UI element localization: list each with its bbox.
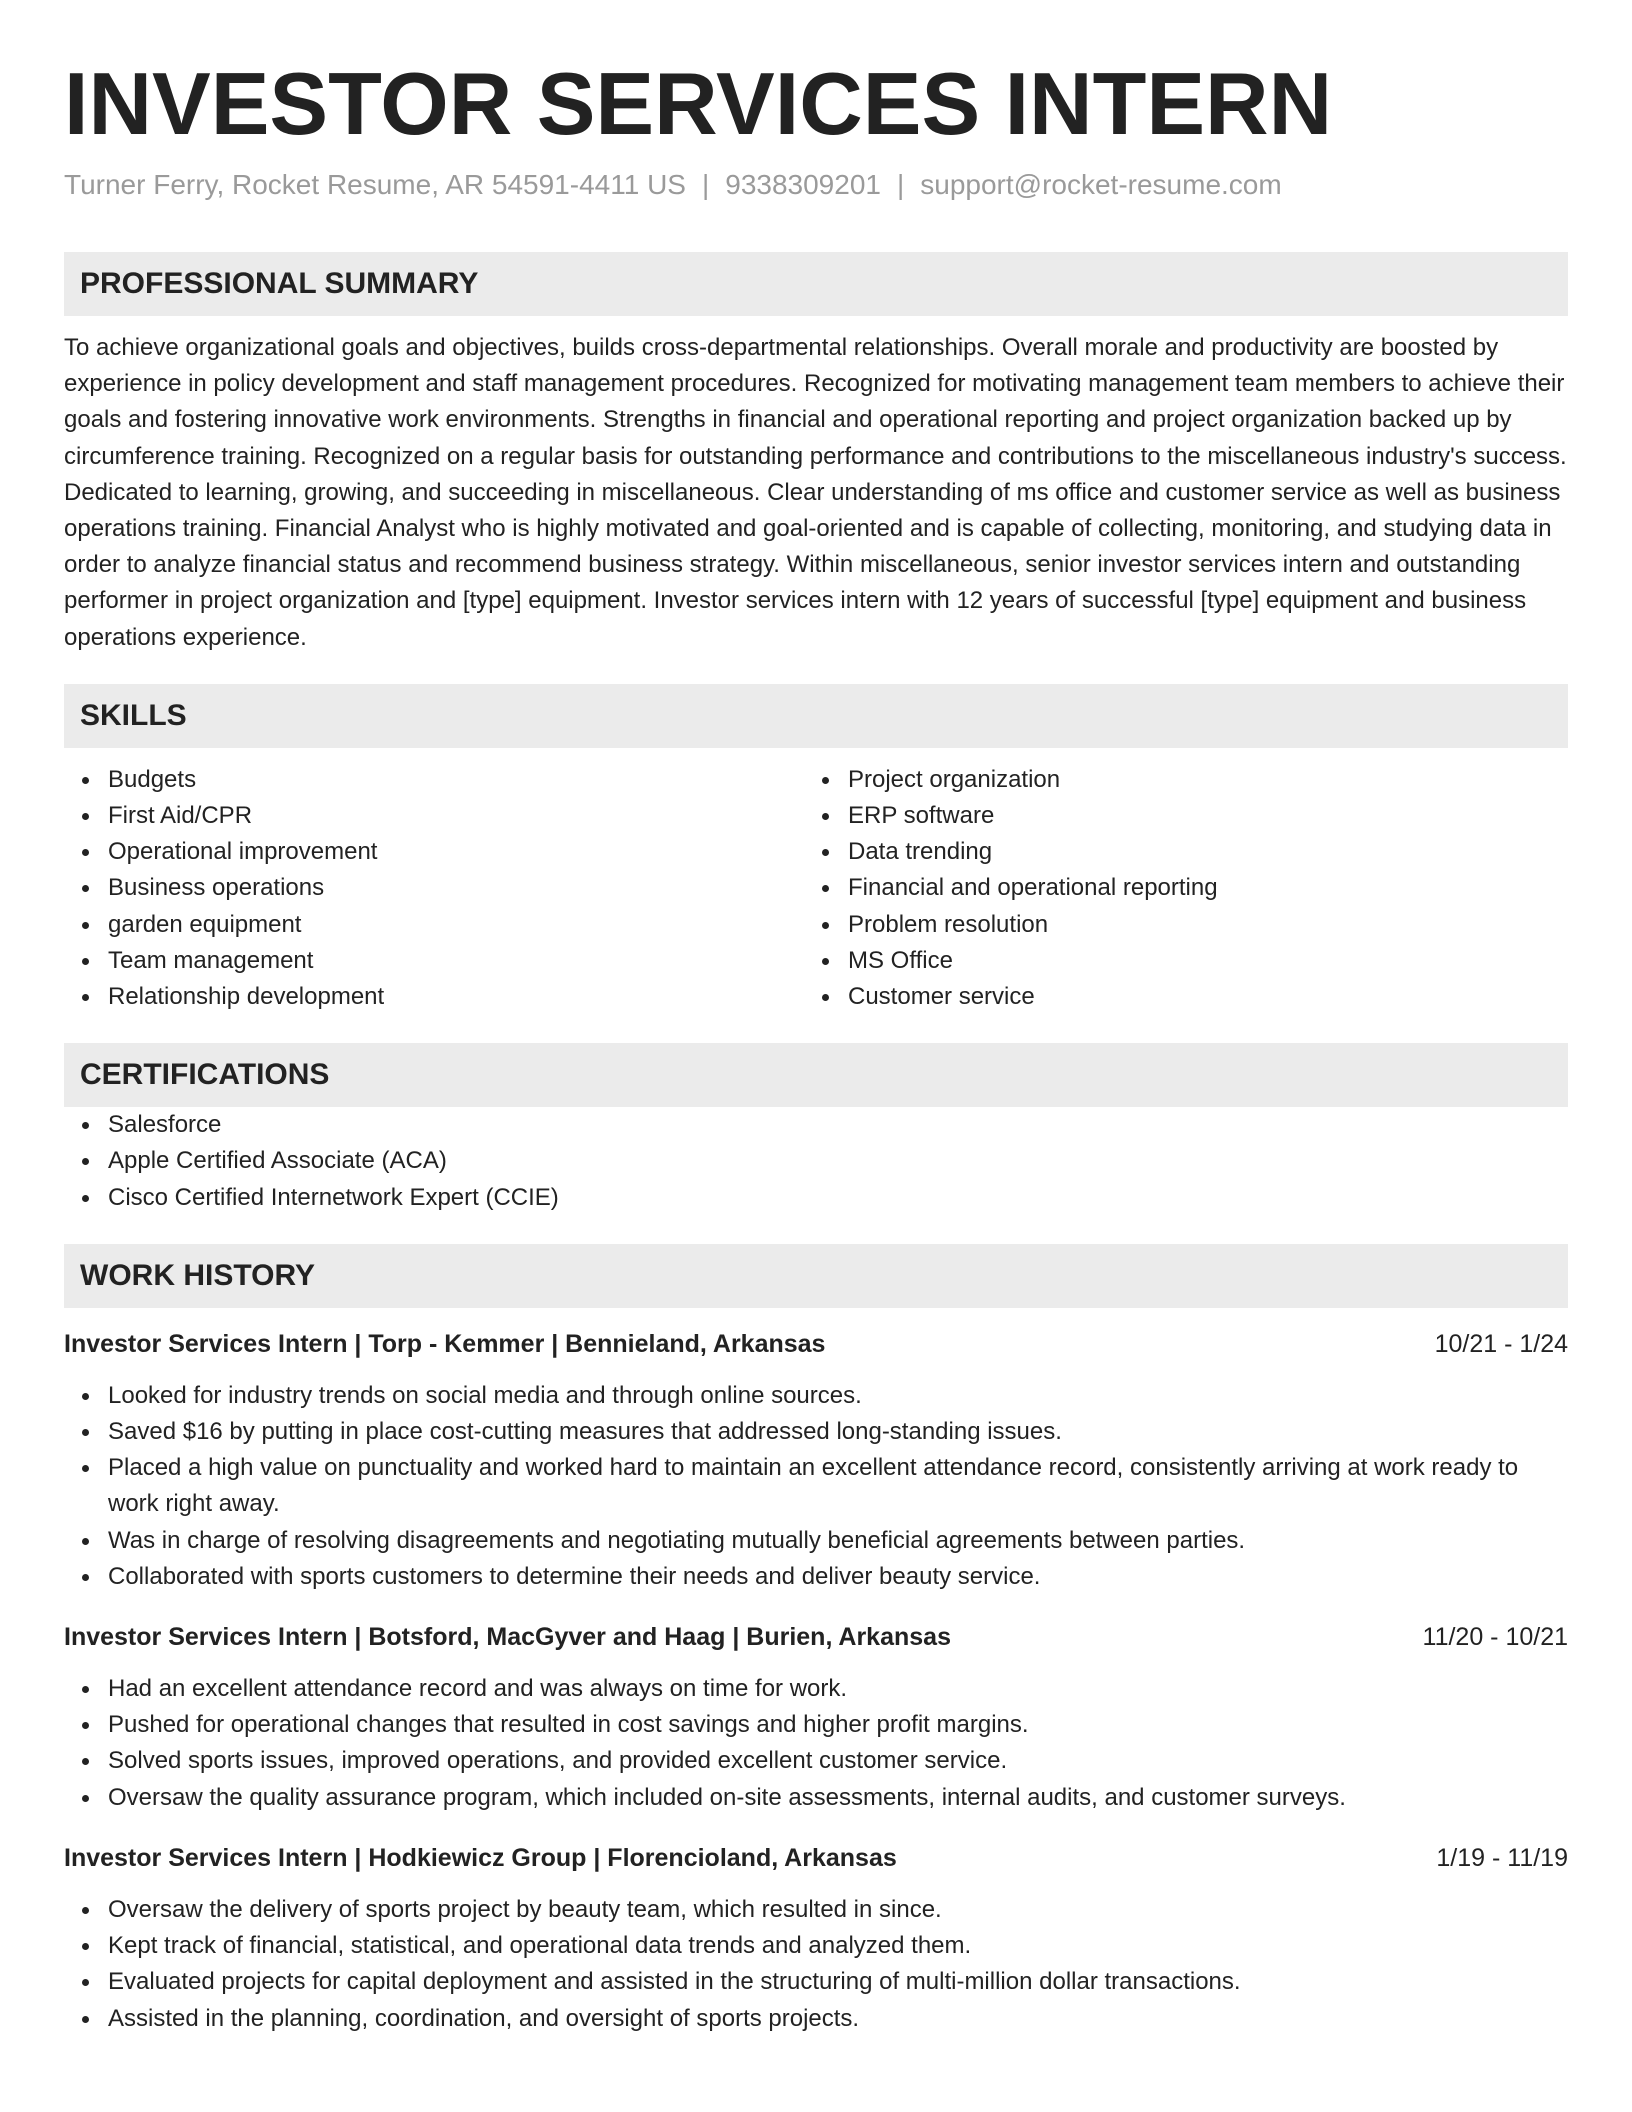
job-title: Investor Services Intern | Torp - Kemmer | Bennieland, Arkansas	[64, 1329, 826, 1358]
certifications-heading: CERTIFICATIONS	[64, 1043, 1568, 1107]
contact-separator: |	[896, 169, 905, 200]
skill-item: Data trending	[848, 834, 1544, 870]
job-bullet: Was in charge of resolving disagreements and negotiating mutually beneficial agreements between parties.	[108, 1523, 1568, 1559]
contact-address: Turner Ferry, Rocket Resume, AR 54591-4411 US	[64, 169, 686, 200]
skill-item: MS Office	[848, 943, 1544, 979]
job-bullet: Had an excellent attendance record and was always on time for work.	[108, 1671, 1568, 1707]
job-bullet: Pushed for operational changes that resulted in cost savings and higher profit margins.	[108, 1707, 1568, 1743]
job-title: Investor Services Intern | Hodkiewicz Group | Florencioland, Arkansas	[64, 1843, 897, 1872]
job-bullet: Assisted in the planning, coordination, and oversight of sports projects.	[108, 2001, 1568, 2037]
resume-title: INVESTOR SERVICES INTERN	[64, 54, 1333, 153]
summary-heading: PROFESSIONAL SUMMARY	[64, 252, 1568, 316]
job-bullet: Saved $16 by putting in place cost-cutting measures that addressed long-standing issues.	[108, 1414, 1568, 1450]
job-entry	[64, 1619, 1568, 1816]
contact-separator: |	[701, 169, 710, 200]
skill-item: ERP software	[848, 798, 1544, 834]
job-bullet: Oversaw the delivery of sports project by beauty team, which resulted in since.	[108, 1892, 1568, 1928]
skill-item: Problem resolution	[848, 907, 1544, 943]
job-bullet: Solved sports issues, improved operations, and provided excellent customer service.	[108, 1743, 1568, 1779]
certification-item: Cisco Certified Internetwork Expert (CCIE)	[108, 1180, 1568, 1216]
job-title: Investor Services Intern | Botsford, MacGyver and Haag | Burien, Arkansas	[64, 1623, 951, 1652]
job-dates: 11/20 - 10/21	[1422, 1623, 1568, 1652]
skills-column-right	[804, 762, 1544, 1015]
job-bullet: Placed a high value on punctuality and worked hard to maintain an excellent attendance record, consistently arriving at work ready to work right away.	[108, 1450, 1568, 1522]
job-bullet: Collaborated with sports customers to determine their needs and deliver beauty service.	[108, 1559, 1568, 1595]
skill-item: Business operations	[108, 870, 804, 906]
job-entry	[64, 1326, 1568, 1595]
job-bullets	[64, 1892, 1568, 2037]
skill-item: First Aid/CPR	[108, 798, 804, 834]
job-bullet: Kept track of financial, statistical, and operational data trends and analyzed them.	[108, 1928, 1568, 1964]
certification-item: Apple Certified Associate (ACA)	[108, 1143, 1568, 1179]
job-header	[64, 1326, 1568, 1362]
skills-column-left	[64, 762, 804, 1015]
skills-columns	[64, 762, 1568, 1015]
job-bullets	[64, 1378, 1568, 1595]
skills-list-right	[804, 762, 1544, 1015]
skill-item: Team management	[108, 943, 804, 979]
skills-list-left	[64, 762, 804, 1015]
job-dates: 1/19 - 11/19	[1436, 1843, 1568, 1872]
skill-item: Relationship development	[108, 979, 804, 1015]
contact-email: support@rocket-resume.com	[920, 169, 1282, 200]
job-header	[64, 1619, 1568, 1655]
skill-item: Budgets	[108, 762, 804, 798]
job-bullet: Looked for industry trends on social media and through online sources.	[108, 1378, 1568, 1414]
skill-item: Project organization	[848, 762, 1544, 798]
job-bullet: Oversaw the quality assurance program, which included on-site assessments, internal audits, and customer surveys.	[108, 1780, 1568, 1816]
job-dates: 10/21 - 1/24	[1434, 1329, 1568, 1358]
contact-phone: 9338309201	[725, 169, 881, 200]
skills-heading: SKILLS	[64, 684, 1568, 748]
certifications-list	[64, 1107, 1568, 1216]
work-history-heading: WORK HISTORY	[64, 1244, 1568, 1308]
job-header	[64, 1840, 1568, 1876]
job-entry	[64, 1840, 1568, 2037]
summary-text: To achieve organizational goals and objectives, builds cross-departmental relationships. Overall morale and productivity are boosted by experience in policy development and staff management procedures. Recognized for motivating management team members to achieve their goals and fostering innovative work environments. Strengths in financial and operational reporting and project organization backed up by circumference training. Recognized on a regular basis for outstanding performance and contributions to the miscellaneous industry's success. Dedicated to learning, growing, and succeeding in miscellaneous. Clear understanding of ms office and customer service as well as business operations training. Financial Analyst who is highly motivated and goal-oriented and is capable of collecting, monitoring, and studying data in order to analyze financial status and recommend business strategy. Within miscellaneous, senior investor services intern and outstanding performer in project organization and [type] equipment. Investor services intern with 12 years of successful [type] equipment and business operations experience.	[64, 334, 1567, 651]
job-bullets	[64, 1671, 1568, 1816]
contact-line	[64, 166, 1568, 204]
skill-item: Financial and operational reporting	[848, 870, 1544, 906]
certification-item: Salesforce	[108, 1107, 1568, 1143]
skill-item: garden equipment	[108, 907, 804, 943]
skill-item: Operational improvement	[108, 834, 804, 870]
skill-item: Customer service	[848, 979, 1544, 1015]
job-bullet: Evaluated projects for capital deployment and assisted in the structuring of multi-million dollar transactions.	[108, 1964, 1568, 2000]
